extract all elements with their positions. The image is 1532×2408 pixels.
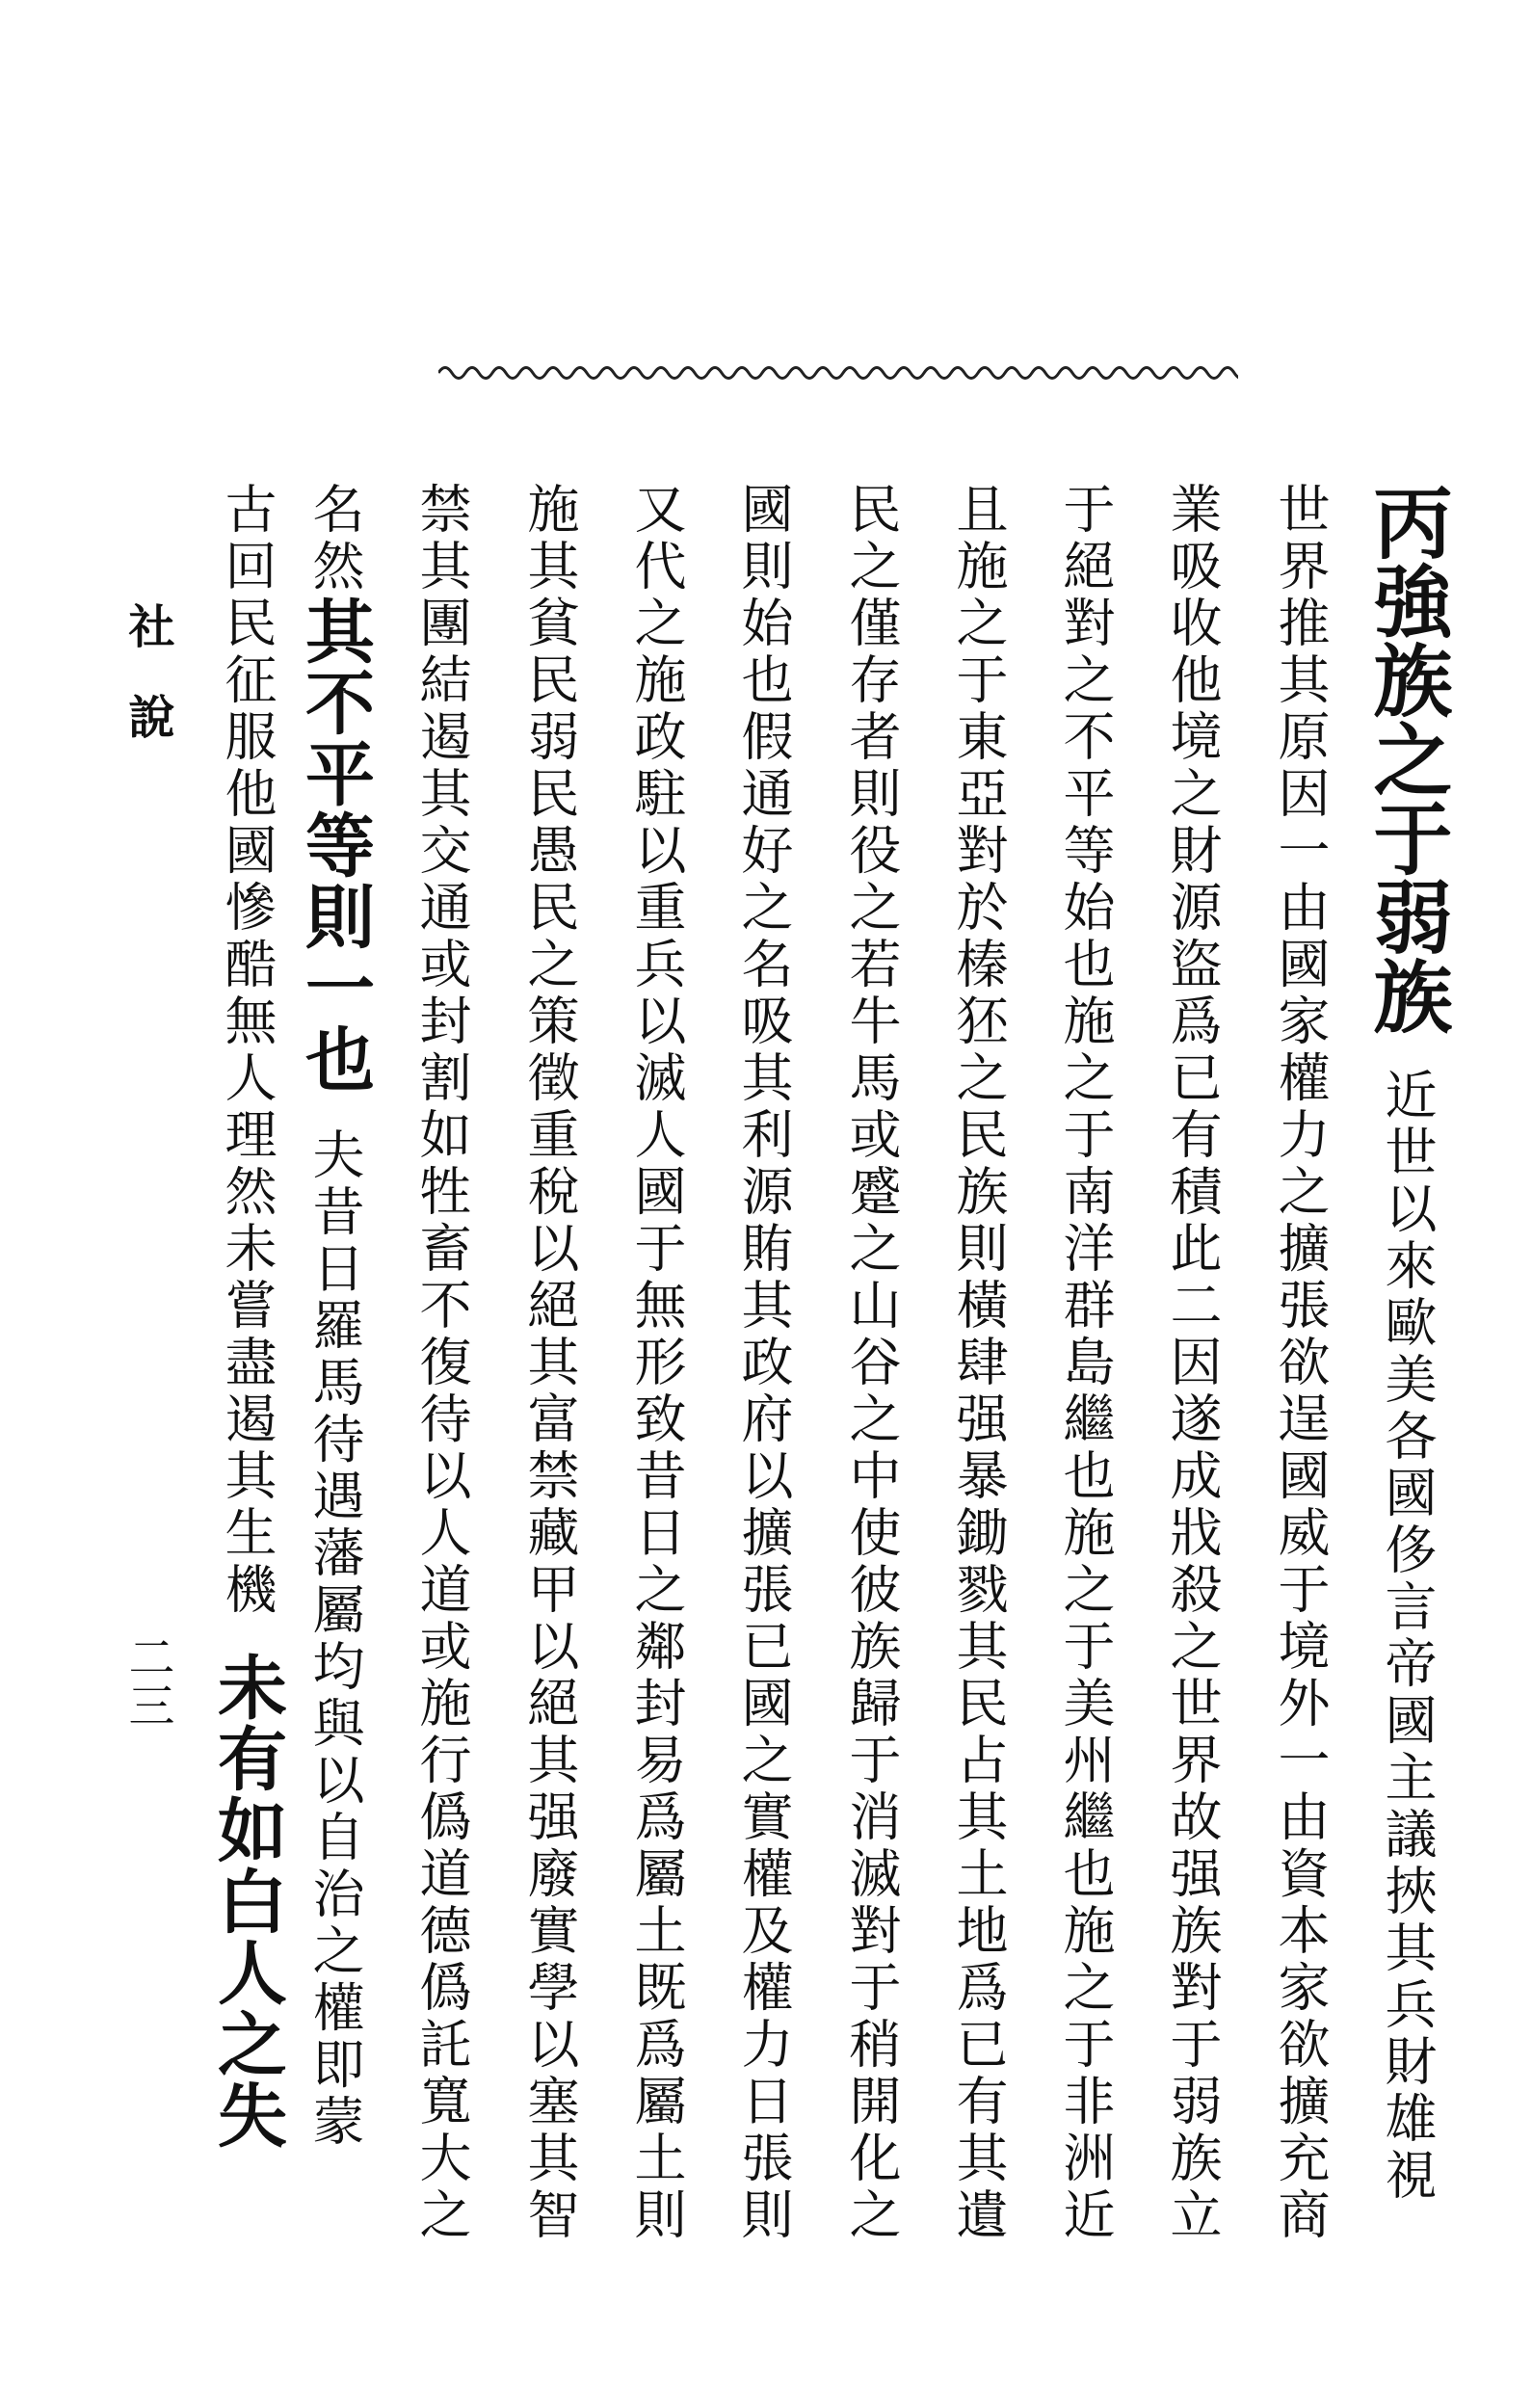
text-column xyxy=(411,482,472,2244)
section-title: 社說 xyxy=(120,602,174,783)
article-title: 丙強族之于弱族 xyxy=(1360,482,1453,1035)
text-column xyxy=(841,482,902,2244)
text-column xyxy=(1162,482,1223,2244)
text-column xyxy=(1055,482,1116,2244)
column-text: 夫昔日羅馬待遇藩屬均與以自治之權即蒙 xyxy=(304,1127,365,2151)
column-text: 古回民征服他國慘酷無人理然未嘗盡遏其生機 xyxy=(217,482,277,1619)
column-text: 施其貧民弱民愚民之策徵重稅以絕其富禁藏甲以絕其强廢實學以塞其智 xyxy=(519,482,580,2244)
text-column xyxy=(733,482,794,2244)
page-number: 二三 xyxy=(120,1633,174,1730)
text-column xyxy=(948,482,1009,2244)
text-column xyxy=(294,482,376,2197)
column-text: 于絕對之不平等始也施之于南洋群島繼也施之于美州繼也施之于非洲近 xyxy=(1055,482,1116,2244)
text-column xyxy=(206,482,288,2197)
column-text: 國則始也假通好之名吸其利源賄其政府以擴張已國之實權及權力日張則 xyxy=(733,482,794,2244)
article-body xyxy=(206,482,1460,2244)
emphasized-phrase: 未有如白人之失 xyxy=(206,1652,288,2151)
decorative-wave-rule xyxy=(438,358,1238,387)
text-column xyxy=(519,482,580,2244)
text-column xyxy=(1360,482,1453,2205)
column-text: 且施之于東亞對於榛狉之民族則橫肆强暴鋤戮其民占其土地爲已有其遺 xyxy=(948,482,1009,2244)
column-text: 世界推其原因一由國家權力之擴張欲逞國威于境外一由資本家欲擴充商 xyxy=(1270,482,1331,2244)
column-text: 名然 xyxy=(304,482,365,595)
emphasized-phrase: 其不平等則一也 xyxy=(294,595,376,1095)
column-text: 民之僅存者則役之若牛馬或蹙之山谷之中使彼族歸于消滅對于稍開化之 xyxy=(841,482,902,2244)
column-text: 近世以來歐美各國侈言帝國主議挾其兵財雄視 xyxy=(1377,1068,1438,2205)
column-text: 又代之施政駐以重兵以滅人國于無形致昔日之鄰封易爲屬土既爲屬土則 xyxy=(626,482,687,2244)
text-column xyxy=(1270,482,1331,2244)
column-text: 禁其團結遏其交通或封割如牲畜不復待以人道或施行僞道德僞託寬大之 xyxy=(411,482,472,2244)
text-column xyxy=(626,482,687,2244)
column-text: 業吸收他境之財源盜爲已有積此二因遂成戕殺之世界故强族對于弱族立 xyxy=(1162,482,1223,2244)
